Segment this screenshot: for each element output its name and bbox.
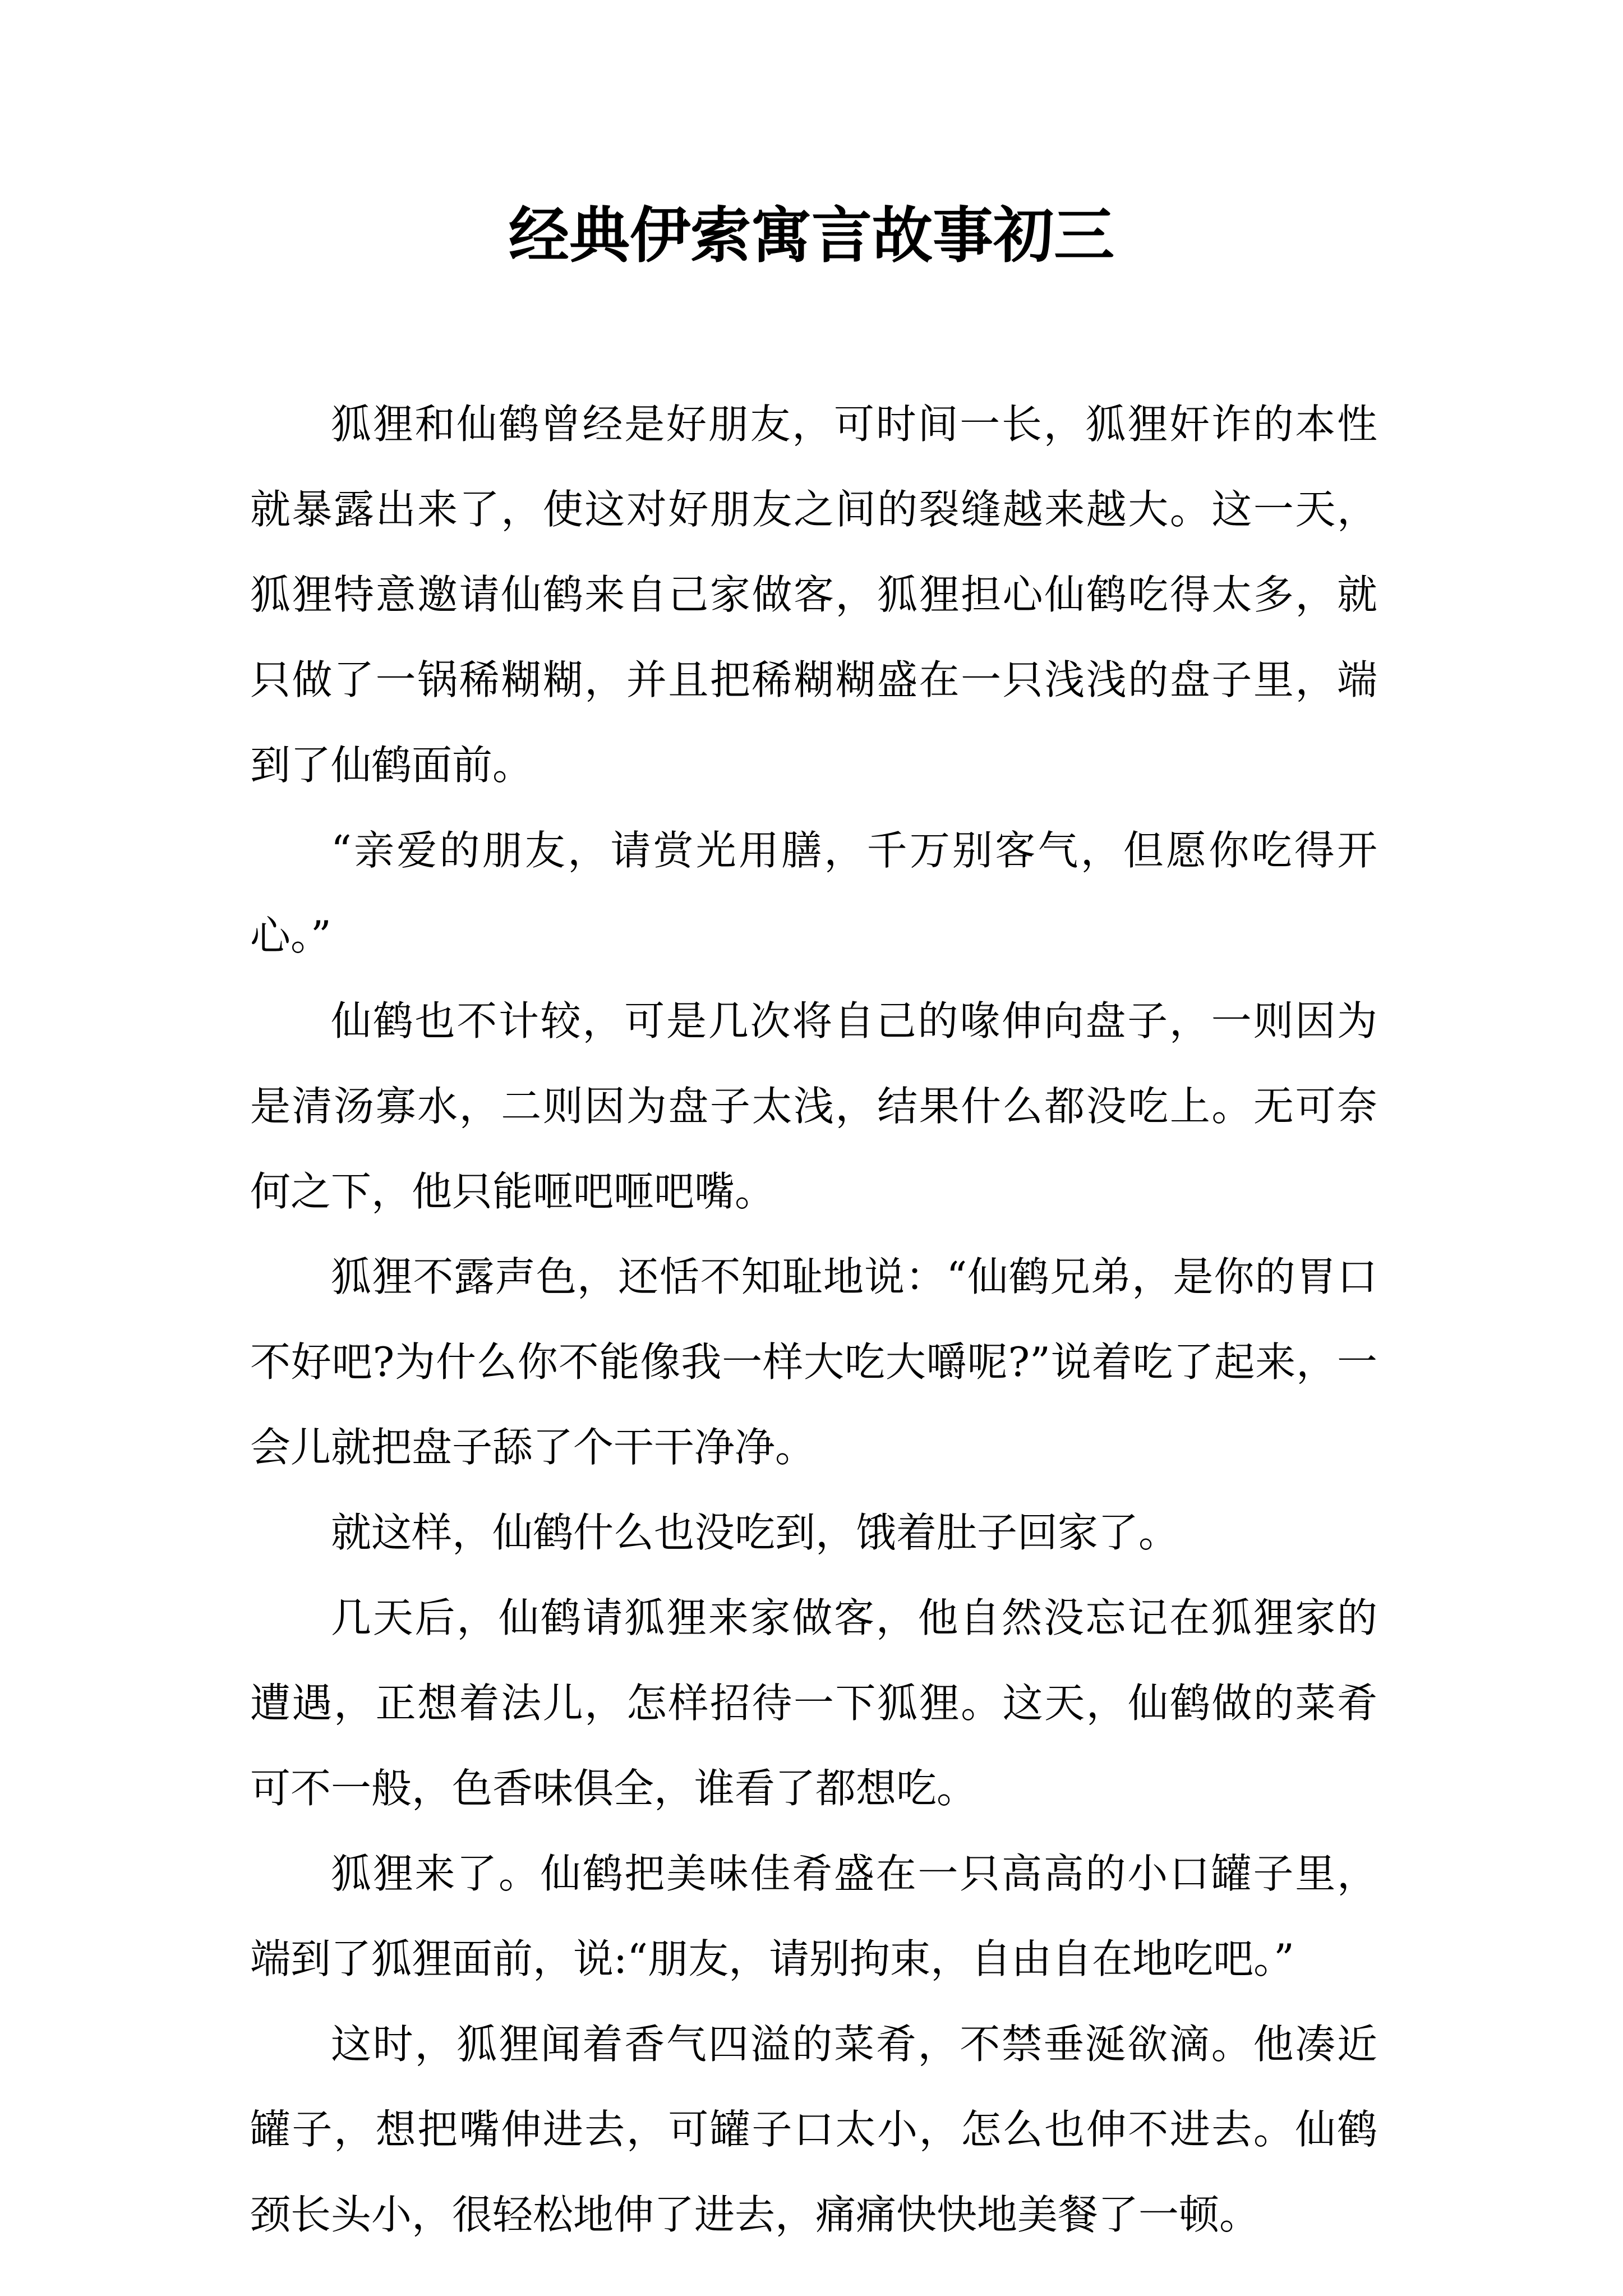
paragraph: 狐狸不露声色，还恬不知耻地说：“仙鹤兄弟，是你的胃口不好吧?为什么你不能像我一样大吃大嚼呢?”说着吃了起来，一会儿就把盘子舔了个干干净净。 — [250, 1253, 1377, 1471]
paragraph: 就这样，仙鹤什么也没吃到，饿着肚子回家了。 — [331, 1509, 1179, 1556]
paragraph: “亲爱的朋友，请赏光用膳，千万别客气，但愿你吃得开心。” — [250, 827, 1377, 959]
paragraph: 狐狸和仙鹤曾经是好朋友，可时间一长，狐狸奸诈的本性就暴露出来了，使这对好朋友之间的裂缝越来越大。这一天，狐狸特意邀请仙鹤来自己家做客，狐狸担心仙鹤吃得太多，就只做了一锅稀糊糊，并且把稀糊糊盛在一只浅浅的盘子里，端到了仙鹤面前。 — [250, 401, 1377, 789]
paragraph: 几天后，仙鹤请狐狸来家做客，他自然没忘记在狐狸家的遭遇，正想着法儿，怎样招待一下狐狸。这天，仙鹤做的菜肴可不一般，色香味俱全，谁看了都想吃。 — [250, 1594, 1377, 1812]
document-body — [250, 381, 1377, 2257]
paragraph: 狐狸来了。仙鹤把美味佳肴盛在一只高高的小口罐子里，端到了狐狸面前，说:“朋友，请别拘束，自由自在地吃吧。” — [250, 1850, 1377, 1982]
paragraph: 仙鹤也不计较，可是几次将自己的喙伸向盘子，一则因为是清汤寡水，二则因为盘子太浅，结果什么都没吃上。无可奈何之下，他只能咂吧咂吧嘴。 — [250, 997, 1377, 1215]
paragraph: 这时，狐狸闻着香气四溢的菜肴，不禁垂涎欲滴。他凑近罐子，想把嘴伸进去，可罐子口太小，怎么也伸不进去。仙鹤颈长头小，很轻松地伸了进去，痛痛快快地美餐了一顿。 — [250, 2021, 1377, 2238]
document-title: 经典伊索寓言故事初三 — [508, 200, 1114, 271]
